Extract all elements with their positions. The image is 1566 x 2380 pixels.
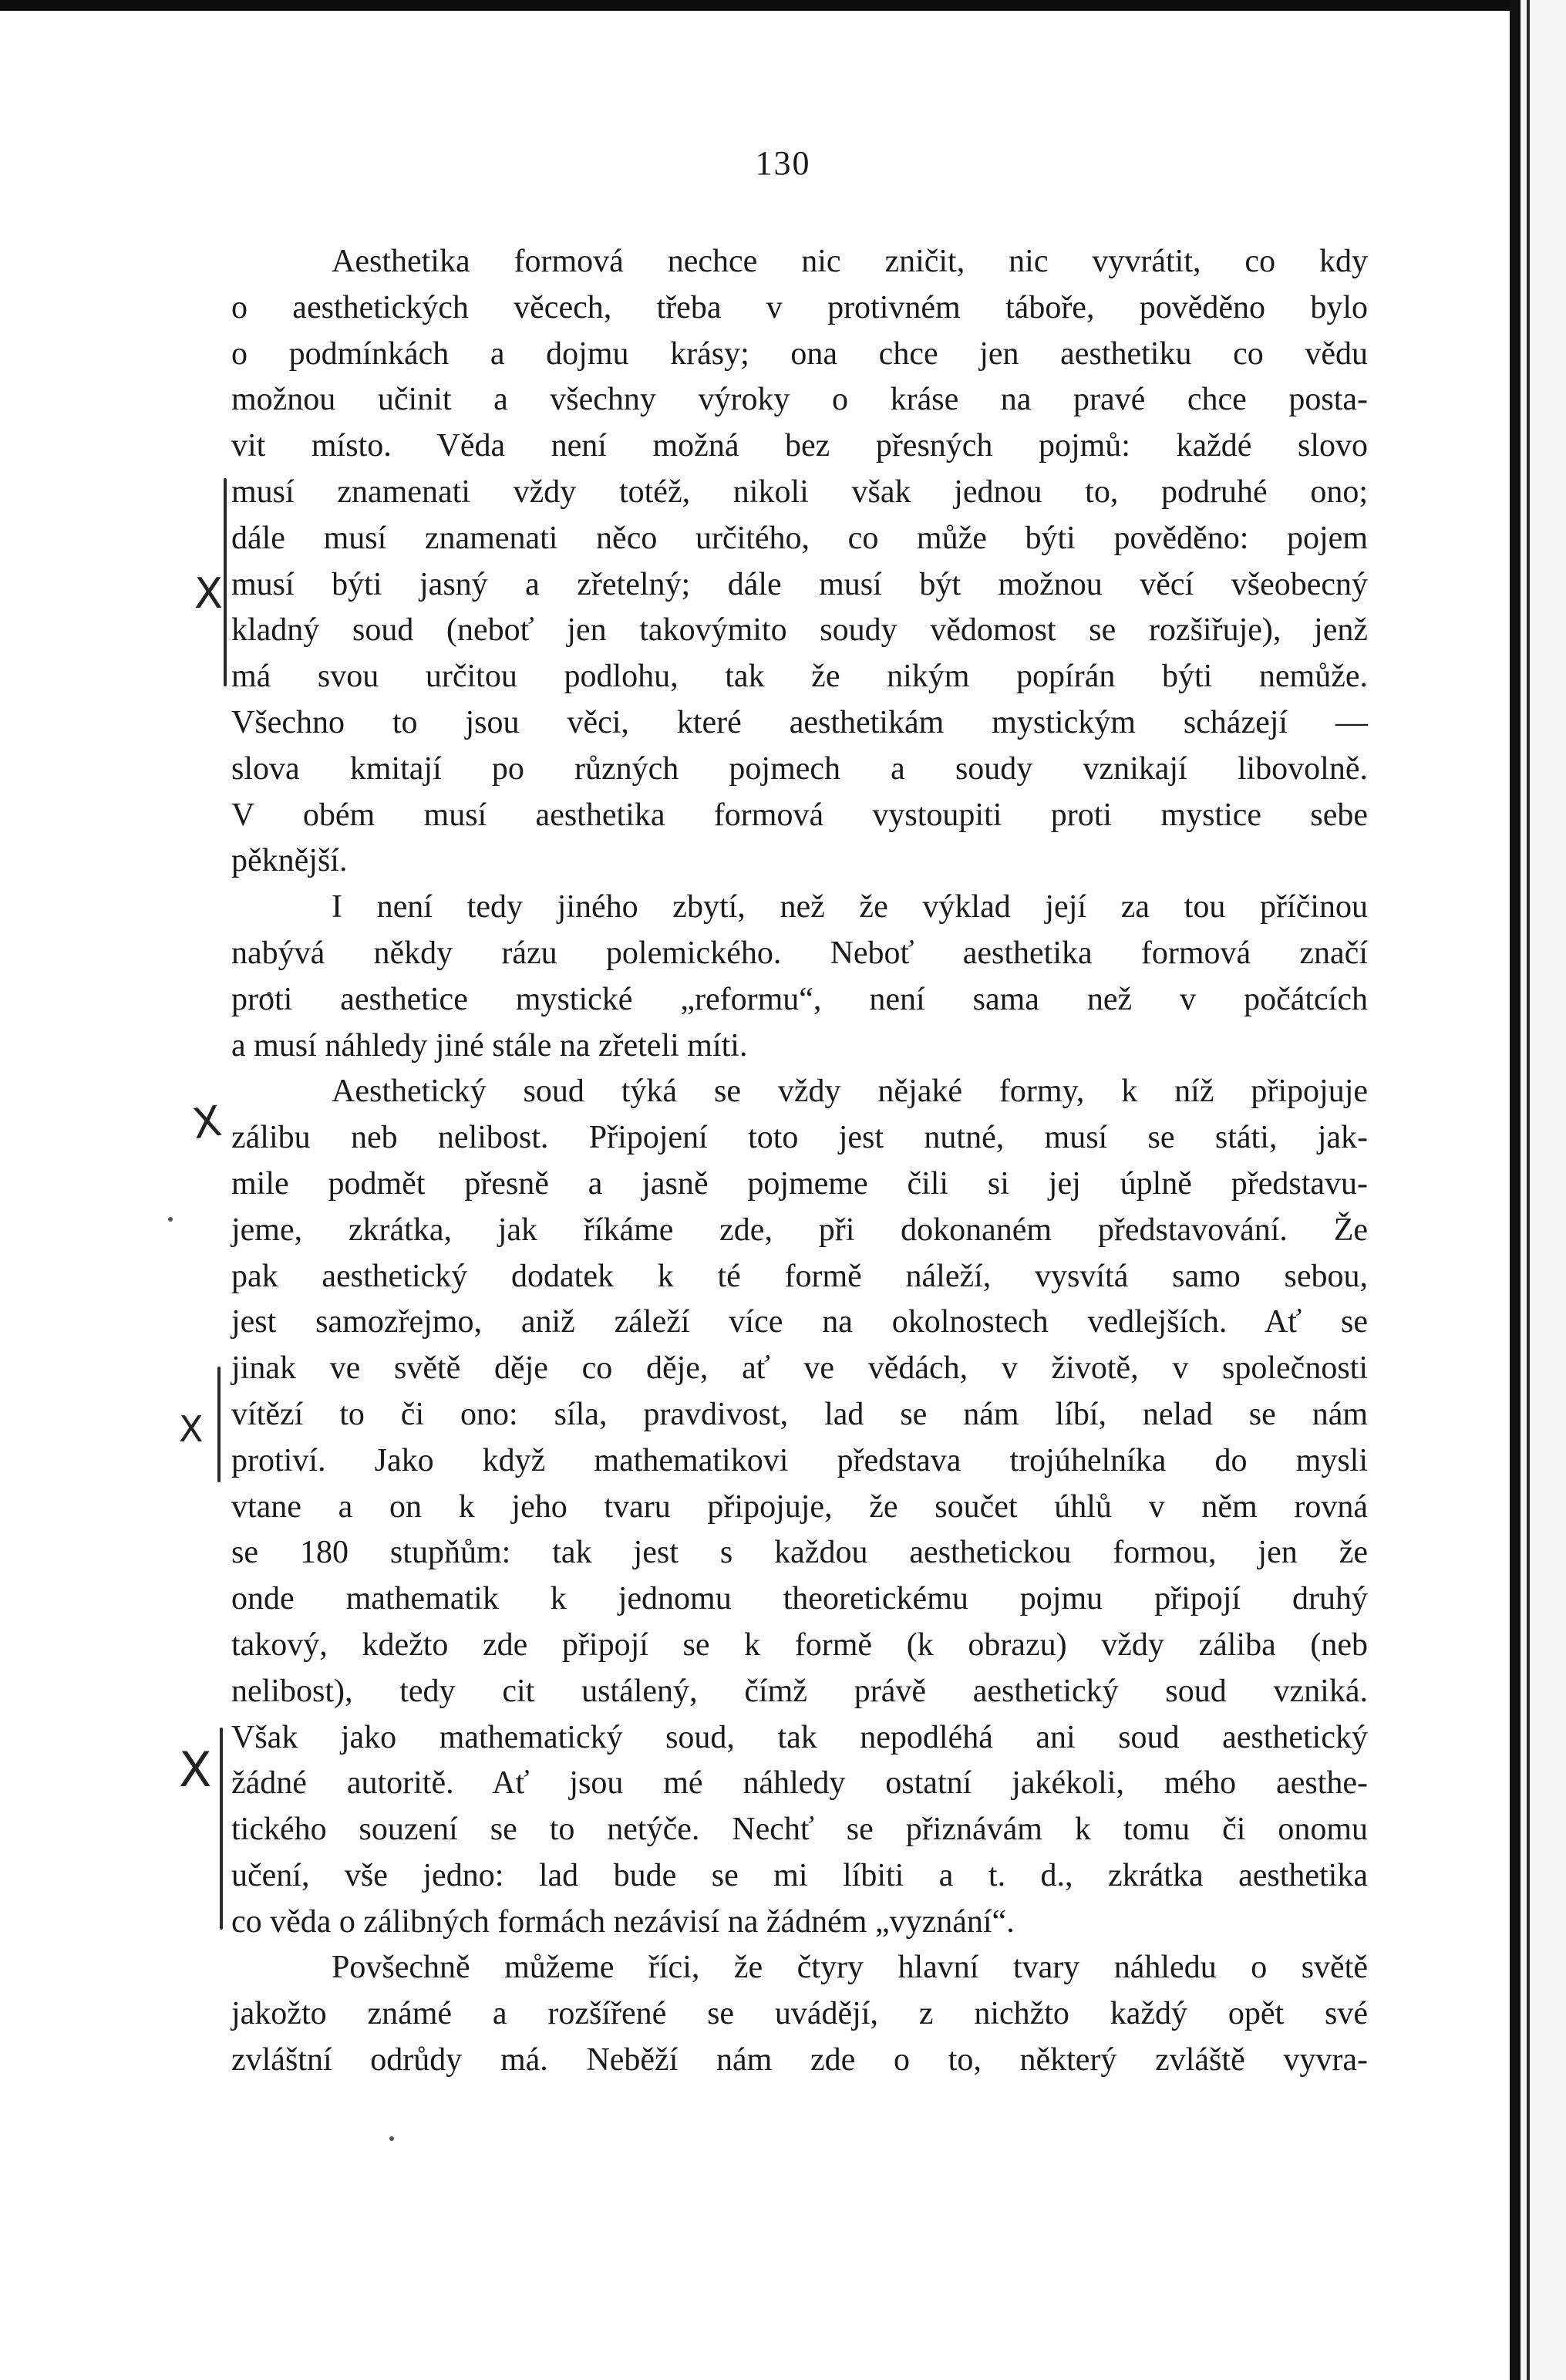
text-line: co věda o zálibných formách nezávisí na žádném „vyznání“.: [231, 1903, 1015, 1940]
text-line: se 180 stupňům: tak jest s každou aesthetickou formou, jen že: [231, 1535, 1368, 1571]
scan-top-border: [0, 0, 1566, 11]
text-line: jinak ve světě děje co děje, ať ve vědách, v životě, v společnosti: [231, 1350, 1368, 1387]
scan-speck: [168, 1217, 173, 1222]
text-line: proti aesthetice mystické „reformu“, není sama než v počátcích: [231, 981, 1368, 1017]
text-line: o podmínkách a dojmu krásy; ona chce jen aesthetiku co vědu: [231, 335, 1368, 372]
text-line: Aesthetický soud týká se vždy nějaké formy, k níž připojuje: [332, 1074, 1368, 1110]
scan-speck: [389, 2136, 394, 2141]
text-line: má svou určitou podlohu, tak že nikým popírán býti nemůže.: [231, 659, 1368, 695]
text-line: V obém musí aesthetika formová vystoupiti proti mystice sebe: [231, 797, 1368, 833]
text-line: možnou učinit a všechny výroky o kráse na pravé chce posta-: [231, 382, 1368, 418]
text-line: vit místo. Věda není možná bez přesných pojmů: každé slovo: [231, 428, 1368, 464]
scan-binding-edge-thin: [1527, 0, 1530, 2380]
text-line: vítězí to či ono: síla, pravdivost, lad se nám líbí, nelad se nám: [231, 1396, 1368, 1432]
text-line: zálibu neb nelibost. Připojení toto jest nutné, musí se státi, jak-: [231, 1120, 1368, 1156]
text-line: nelibost), tedy cit ustálený, čímž právě aesthetický soud vzniká.: [231, 1673, 1368, 1709]
text-line: žádné autoritě. Ať jsou mé náhledy ostatní jakékoli, mého aesthe-: [231, 1765, 1368, 1802]
margin-mark-2: X: [189, 1096, 225, 1149]
text-line: jest samozřejmo, aniž záleží více na okolnostech vedlejších. Ať se: [231, 1304, 1368, 1340]
text-line: o aesthetických věcech, třeba v protivném táboře, pověděno bylo: [231, 289, 1368, 325]
text-line: pak aesthetický dodatek k té formě náleží, vysvítá samo sebou,: [231, 1258, 1368, 1294]
text-line: musí znamenati vždy totéž, nikoli však jednou to, podruhé ono;: [231, 474, 1368, 510]
text-line: vtane a on k jeho tvaru připojuje, že součet úhlů v něm rovná: [231, 1488, 1368, 1525]
margin-mark-1: X: [194, 569, 223, 618]
margin-bracket-3: [220, 1728, 223, 1930]
text-line: dále musí znamenati něco určitého, co může býti pověděno: pojem: [231, 520, 1368, 556]
margin-bracket-2: [217, 1367, 221, 1482]
text-line: mile podmět přesně a jasně pojmeme čili si jej úplně představu-: [231, 1165, 1368, 1202]
margin-mark-4: X: [179, 1741, 212, 1798]
body-text: [231, 239, 1368, 2084]
text-line: Aesthetika formová nechce nic zničit, nic vyvrátit, co kdy: [332, 244, 1368, 279]
text-line: takový, kdežto zde připojí se k formě (k obrazu) vždy záliba (neb: [231, 1627, 1368, 1663]
text-line: tického souzení se to netýče. Nechť se přiznávám k tomu či onomu: [231, 1812, 1368, 1848]
text-line: a musí náhledy jiné stále na zřeteli míti.: [231, 1027, 748, 1064]
scan-binding-edge: [1510, 0, 1521, 2380]
margin-mark-3: X: [179, 1408, 204, 1450]
text-line: zvláštní odrůdy má. Neběží nám zde o to, některý zvláště vyvra-: [231, 2042, 1368, 2078]
text-line: jeme, zkrátka, jak říkáme zde, při dokonaném představování. Že: [231, 1212, 1368, 1248]
scan-right-margin: [1516, 0, 1566, 2380]
text-line: Však jako mathematický soud, tak nepodléhá ani soud aesthetický: [231, 1719, 1368, 1755]
text-line: jakožto známé a rozšířené se uvádějí, z nichžto každý opět své: [231, 1996, 1368, 2032]
text-line: Povšechně můžeme říci, že čtyry hlavní tvary náhledu o světě: [332, 1950, 1368, 1986]
text-line: onde mathematik k jednomu theoretickému pojmu připojí druhý: [231, 1581, 1368, 1617]
text-line: pěknější.: [231, 843, 348, 879]
text-line: kladný soud (neboť jen takovýmito soudy vědomost se rozšiřuje), jenž: [231, 612, 1368, 649]
text-line: musí býti jasný a zřetelný; dále musí být možnou věcí všeobecný: [231, 566, 1368, 602]
text-line: Všechno to jsou věci, které aesthetikám mystickým scházejí —: [231, 704, 1368, 740]
margin-bracket-1: [224, 478, 227, 686]
text-line: slova kmitají po různých pojmech a soudy vznikají libovolně.: [231, 750, 1368, 787]
text-line: učení, vše jedno: lad bude se mi líbiti a t. d., zkrátka aesthetika: [231, 1857, 1368, 1893]
text-line: protiví. Jako když mathematikovi představa trojúhelníka do mysli: [231, 1442, 1368, 1478]
text-line: nabývá někdy rázu polemického. Neboť aesthetika formová značí: [231, 935, 1368, 971]
page-number: 130: [755, 144, 811, 182]
text-line: I není tedy jiného zbytí, než že výklad její za tou příčinou: [332, 889, 1368, 925]
